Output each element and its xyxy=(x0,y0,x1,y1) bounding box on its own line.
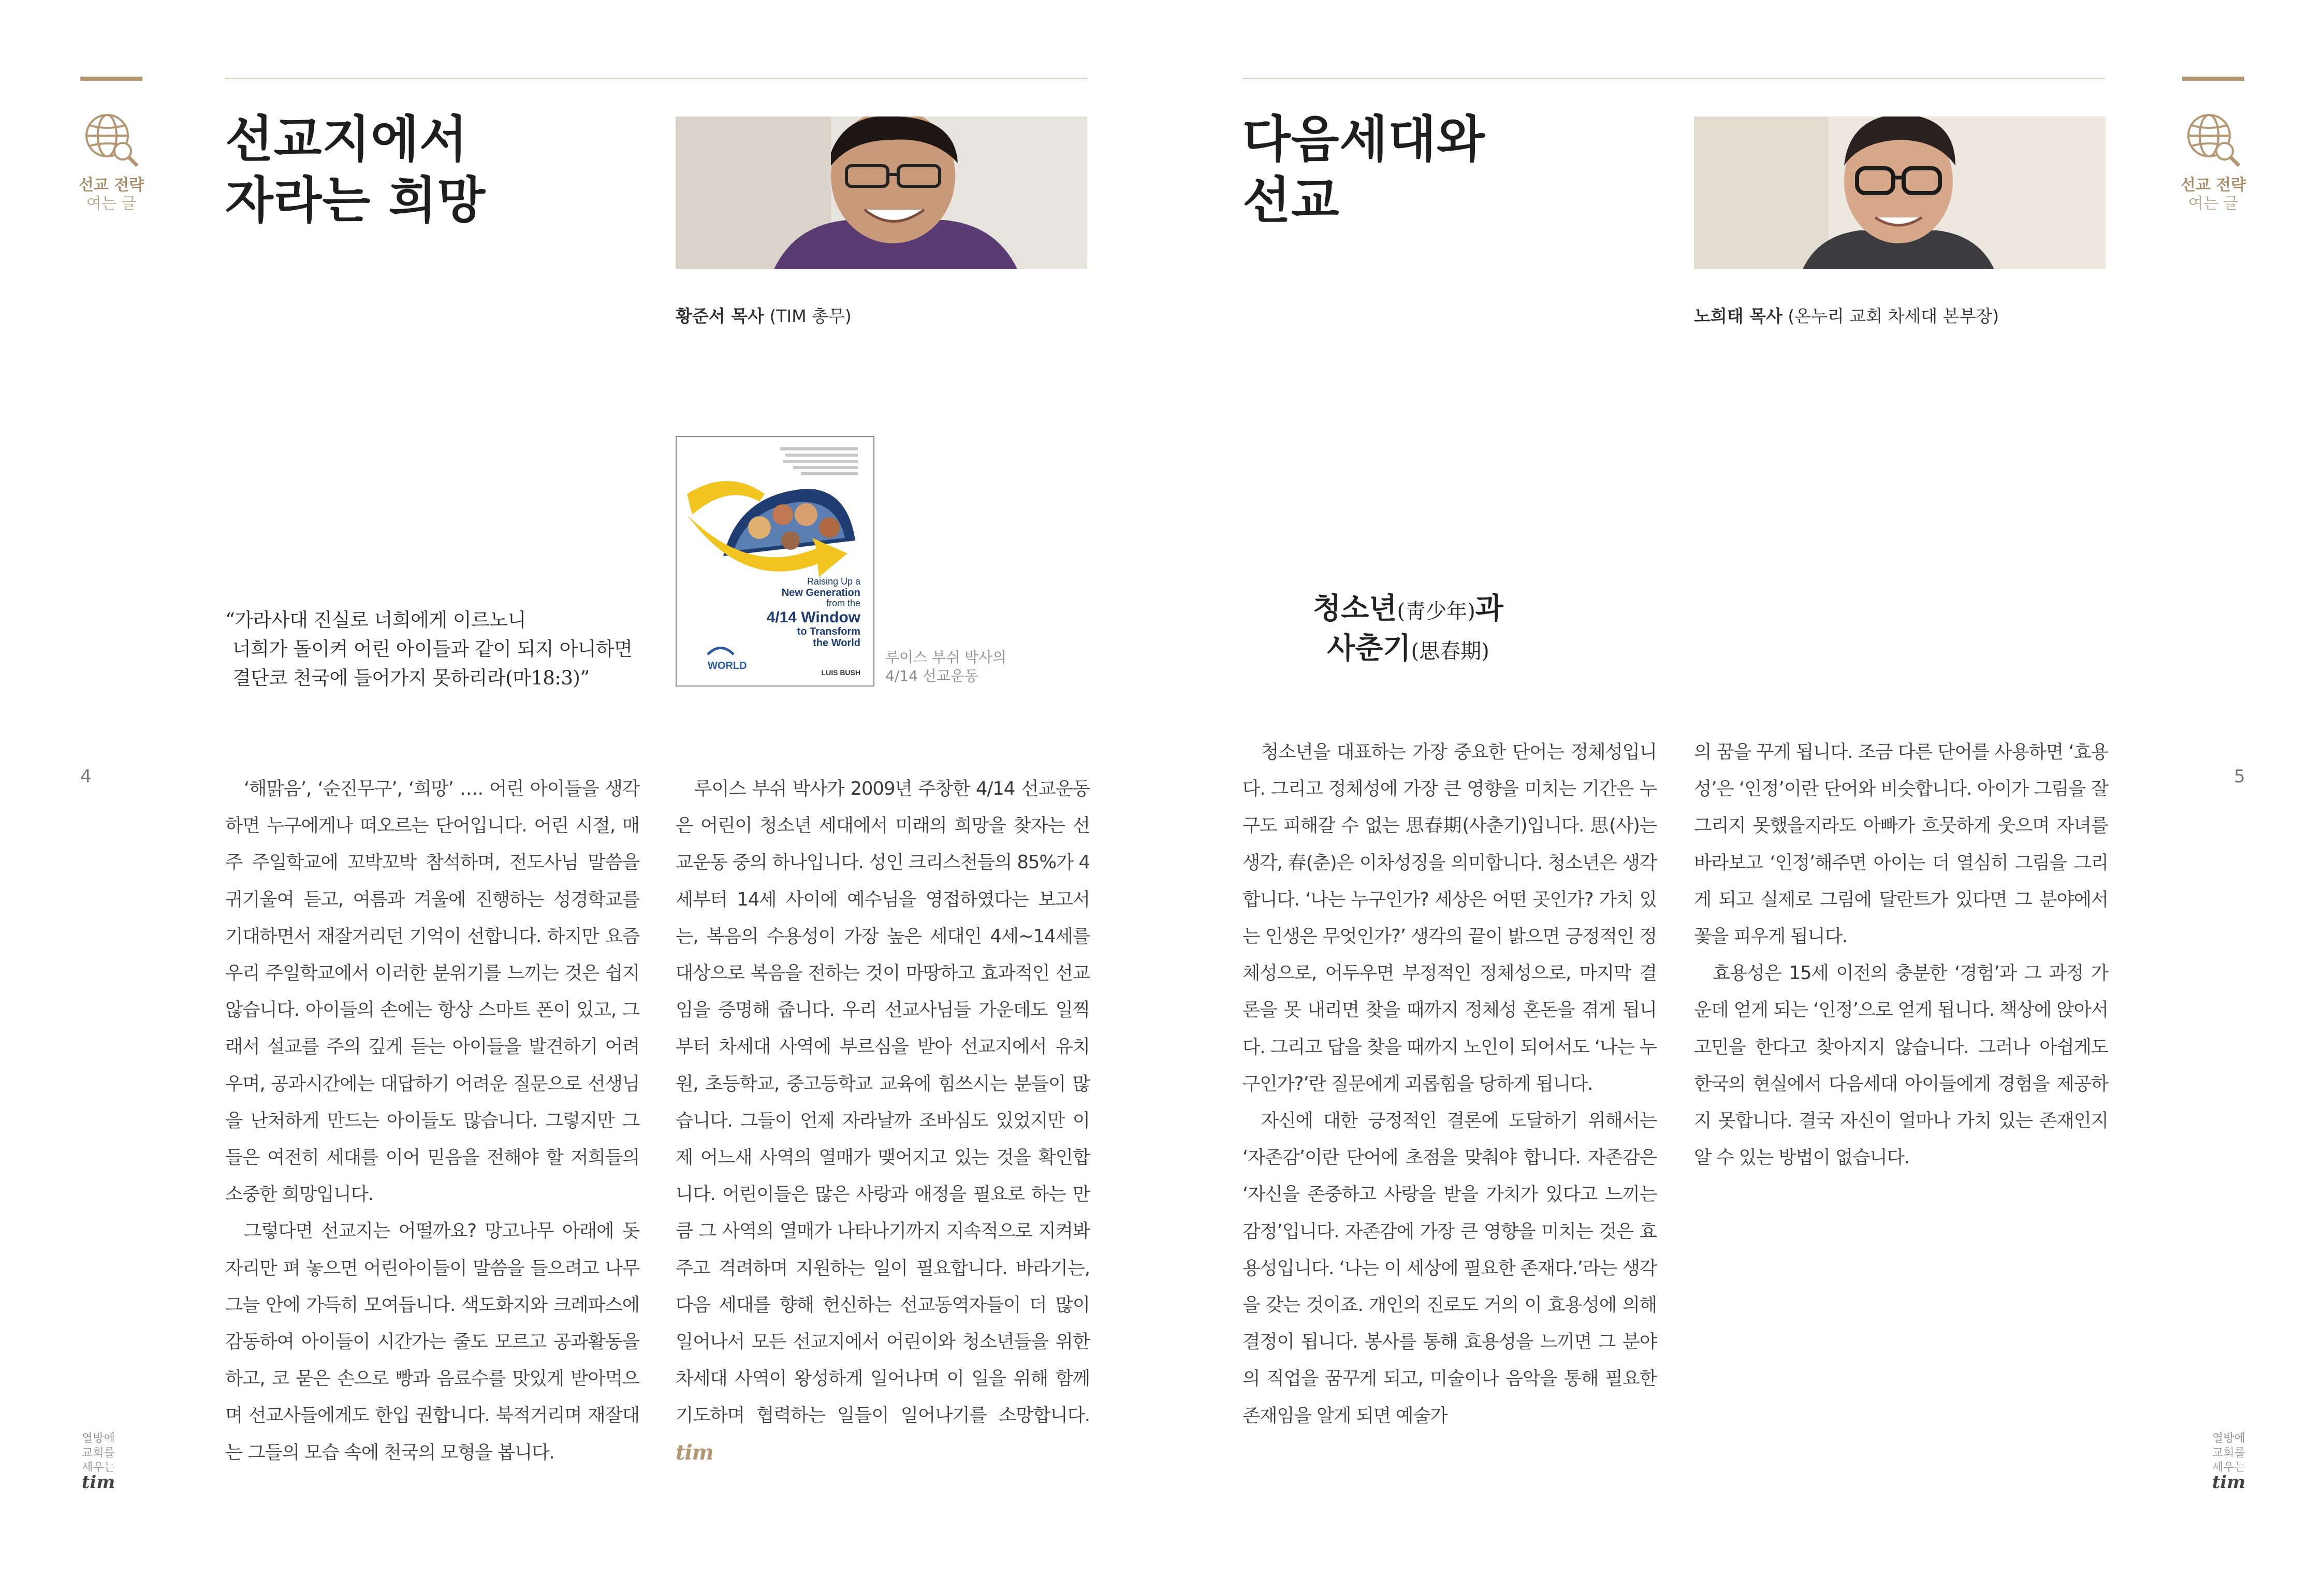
footer-line: 열방에 xyxy=(2212,1432,2245,1445)
author-name: 노희태 목사 xyxy=(1694,306,1782,326)
page-number-left: 4 xyxy=(80,766,92,787)
footer-line: 교회를 xyxy=(82,1447,115,1460)
body-paragraph xyxy=(676,770,1090,1472)
book-title-line-1: Raising Up a xyxy=(807,576,860,587)
globe-search-icon xyxy=(2182,109,2244,171)
portrait-illustration xyxy=(676,116,1087,269)
footer-line: 세우는 xyxy=(82,1461,115,1474)
body-text: 루이스 부쉬 박사가 2009년 주창한 4/14 선교운동은 어린이 청소년 세대에서 미래의 희망을 찾자는 선교운동 중의 하나입니다. 성인 크리스천들의 85%가 4세부터 14세 사이에 예수님을 영접하였다는 보고서는, 복음의 수용성이 가장 높은 세대인 4세~14세를 대상으로 복음을 전하는 것이 마땅하고 효과적인 선교임을 증명해 줍니다. 우리 선교사님들 가운데도 일찍부터 차세대 사역에 부르심을 받아 선교지에서 유치원, 초등학교, 중고등학교 교육에 힘쓰시는 분들이 많습니다. 그들이 언제 자라날까 조바심도 있었지만 이제 어느새 사역의 열매가 맺어지고 있는 것을 확인합니다. 어린이들은 많은 사랑과 애정을 필요로 하는 만큼 그 사역의 열매가 나타나기까지 지속적으로 지켜봐주고 격려하며 지원하는 일이 필요합니다. 바라기는, 다음 세대를 향해 헌신하는 선교동역자들이 더 많이 일어나서 모든 선교지에서 어린이와 청소년들을 위한 차세대 사역이 왕성하게 일어나며 이 일을 위해 함께 기도하며 협력하는 일들이 일어나기를 소망합니다. xyxy=(676,778,1090,1426)
right-top-rule xyxy=(1243,78,2104,79)
right-footer-mark xyxy=(2198,1432,2260,1493)
right-page-title xyxy=(1243,109,1485,231)
tim-logo: tim xyxy=(2212,1472,2246,1493)
left-accent-rule xyxy=(80,77,142,81)
right-side-label xyxy=(2174,176,2252,213)
subheading-word: 사춘기 xyxy=(1327,632,1411,665)
quote-line-1: “가라사대 진실로 너희에게 이르노니 xyxy=(225,609,526,631)
quote-line-2: 너희가 돌이켜 어린 아이들과 같이 되지 아니하면 xyxy=(232,638,633,660)
title-line-1: 선교지에서 xyxy=(225,110,468,168)
title-line-1: 다음세대와 xyxy=(1243,110,1485,168)
left-body-column-2 xyxy=(676,770,1090,1472)
author-photo-left xyxy=(676,116,1087,269)
section-subheading xyxy=(1274,590,1543,670)
author-role: (TIM 총무) xyxy=(769,306,852,326)
body-paragraph: 청소년을 대표하는 가장 중요한 단어는 정체성입니다. 그리고 정체성에 가장 큰 영향을 미치는 기간은 누구도 피해갈 수 없는 思春期(사춘기)입니다. 思(사)는 생각, 春(춘)은 이차성징을 의미합니다. 청소년은 생각합니다. ‘나는 누구인가? 세상은 어떤 곳인가? 가치 있는 인생은 무엇인가?’ 생각의 끝이 밝으면 긍정적인 정체성으로, 어두우면 부정적인 정체성으로, 마지막 결론을 못 내리면 찾을 때까지 정체성 혼돈을 겪게 됩니다. 그리고 답을 찾을 때까지 노인이 되어서도 ‘나는 누구인가?’란 질문에게 괴롭힘을 당하게 됩니다. xyxy=(1243,741,1657,1095)
quote-line-3: 결단코 천국에 들어가지 못하리라(마18:3)” xyxy=(232,667,590,689)
body-paragraph: 의 꿈을 꾸게 됩니다. 조금 다른 단어를 사용하면 ‘효용성’은 ‘인정’이란 단어와 비슷합니다. 아이가 그림을 잘 그리지 못했을지라도 아빠가 흐뭇하게 웃으며 자녀를 바라보고 ‘인정’해주면 아이는 더 열심히 그림을 그리게 되고 실제로 그림에 달란트가 있다면 그 분야에서 꽃을 피우게 됩니다. xyxy=(1694,741,2108,947)
author-caption-right xyxy=(1694,303,1999,327)
publisher-name: WORLD xyxy=(708,660,747,672)
left-top-rule xyxy=(225,78,1087,79)
author-name: 황준서 목사 xyxy=(676,306,764,326)
footer-line: 세우는 xyxy=(2212,1461,2245,1474)
subheading-line-1 xyxy=(1274,590,1543,630)
body-paragraph: 그렇다면 선교지는 어떨까요? 망고나무 아래에 돗자리만 펴 놓으면 어린아이들이 말씀을 들으려고 나무그늘 안에 가득히 모여듭니다. 색도화지와 크레파스에 감동하여 아이들이 시간가는 줄도 모르고 공과활동을 하고, 코 묻은 손으로 빵과 음료수를 맛있게 받아먹으며 선교사들에게도 한입 권합니다. 북적거리며 재잘대는 그들의 모습 속에 천국의 모형을 봅니다. xyxy=(225,1220,639,1463)
subheading-hanja: (靑少年) xyxy=(1397,600,1475,623)
book-title-line-4: 4/14 Window xyxy=(766,609,860,626)
portrait-illustration xyxy=(1694,116,2106,269)
title-line-2: 자라는 희망 xyxy=(225,171,486,229)
page-number-right: 5 xyxy=(2234,766,2245,787)
body-paragraph: 효용성은 15세 이전의 충분한 ‘경험’과 그 과정 가운데 얻게 되는 ‘인정’으로 얻게 됩니다. 책상에 앉아서 고민을 한다고 찾아지지 않습니다. 그러나 아쉽게도 한국의 현실에서 다음세대 아이들에게 경험을 제공하지 못합니다. 결국 자신이 얼마나 가치 있는 존재인지 알 수 있는 방법이 없습니다. xyxy=(1694,962,2108,1169)
left-footer-mark xyxy=(67,1432,129,1493)
left-page-title xyxy=(225,109,486,231)
scripture-quote xyxy=(225,606,650,693)
tim-logo: tim xyxy=(81,1472,115,1493)
left-side-label xyxy=(72,176,150,213)
book-caption-line-2: 4/14 선교운동 xyxy=(885,667,978,684)
subheading-hanja: (思春期) xyxy=(1411,639,1489,663)
right-accent-rule xyxy=(2182,77,2244,81)
right-body-column-1 xyxy=(1243,734,1657,1434)
side-label-sub: 여는 글 xyxy=(2188,195,2239,213)
side-label-category: 선교 전략 xyxy=(2180,176,2246,194)
book-title-line-6: the World xyxy=(813,637,860,649)
globe-search-icon xyxy=(80,109,142,171)
author-role: (온누리 교회 차세대 본부장) xyxy=(1788,306,1999,326)
side-label-sub: 여는 글 xyxy=(86,195,137,213)
author-photo-right xyxy=(1694,116,2106,269)
subheading-line-2 xyxy=(1274,630,1543,670)
book-cover-art xyxy=(677,437,873,685)
book-cover xyxy=(676,436,874,687)
book-author: LUIS BUSH xyxy=(821,668,860,677)
body-paragraph: 자신에 대한 긍정적인 결론에 도달하기 위해서는 ‘자존감’이란 단어에 초점을 맞춰야 합니다. 자존감은 ‘자신을 존중하고 사랑을 받을 가치가 있다고 느끼는 감정’입니다. 자존감에 가장 큰 영향을 미치는 것은 효용성입니다. ‘나는 이 세상에 필요한 존재다.’라는 생각을 갖는 것이죠. 개인의 진로도 거의 이 효용성에 의해 결정이 됩니다. 봉사를 통해 효용성을 느끼면 그 분야의 직업을 꿈꾸게 되고, 미술이나 음악을 통해 필요한 존재임을 알게 되면 예술가 xyxy=(1243,1110,1657,1426)
author-caption-left xyxy=(676,303,852,327)
subheading-word: 과 xyxy=(1475,592,1503,625)
side-label-category: 선교 전략 xyxy=(78,176,144,194)
footer-line: 교회를 xyxy=(2212,1447,2245,1460)
left-body-column-1 xyxy=(225,770,639,1471)
book-caption xyxy=(885,648,1006,685)
right-body-column-2 xyxy=(1694,734,2108,1176)
footer-line: 열방에 xyxy=(82,1432,115,1445)
book-caption-line-1: 루이스 부쉬 박사의 xyxy=(885,649,1007,666)
title-line-2: 선교 xyxy=(1243,171,1340,229)
book-title-line-2: New Generation xyxy=(781,587,860,599)
subheading-word: 청소년 xyxy=(1313,592,1397,625)
tim-signature: tim xyxy=(676,1440,713,1465)
body-paragraph: ‘해맑음’, ‘순진무구’, ‘희망’ …. 어린 아이들을 생각하면 누구에게나 떠오르는 단어입니다. 어린 시절, 매주 주일학교에 꼬박꼬박 참석하며, 전도사님 말씀을 귀기울여 듣고, 여름과 겨울에 진행하는 성경학교를 기대하면서 재잘거리던 기억이 선합니다. 하지만 요즘 우리 주일학교에서 이러한 분위기를 느끼는 것은 쉽지 않습니다. 아이들의 손에는 항상 스마트 폰이 있고, 그래서 설교를 주의 깊게 듣는 아이들을 발견하기 어려우며, 공과시간에는 대답하기 어려운 질문으로 선생님을 난처하게 만드는 아이들도 많습니다. 그렇지만 그들은 여전히 세대를 이어 믿음을 전해야 할 저희들의 소중한 희망입니다. xyxy=(225,778,639,1205)
book-title-line-5: to Transform xyxy=(797,626,860,637)
book-title-line-3: from the xyxy=(826,598,860,608)
